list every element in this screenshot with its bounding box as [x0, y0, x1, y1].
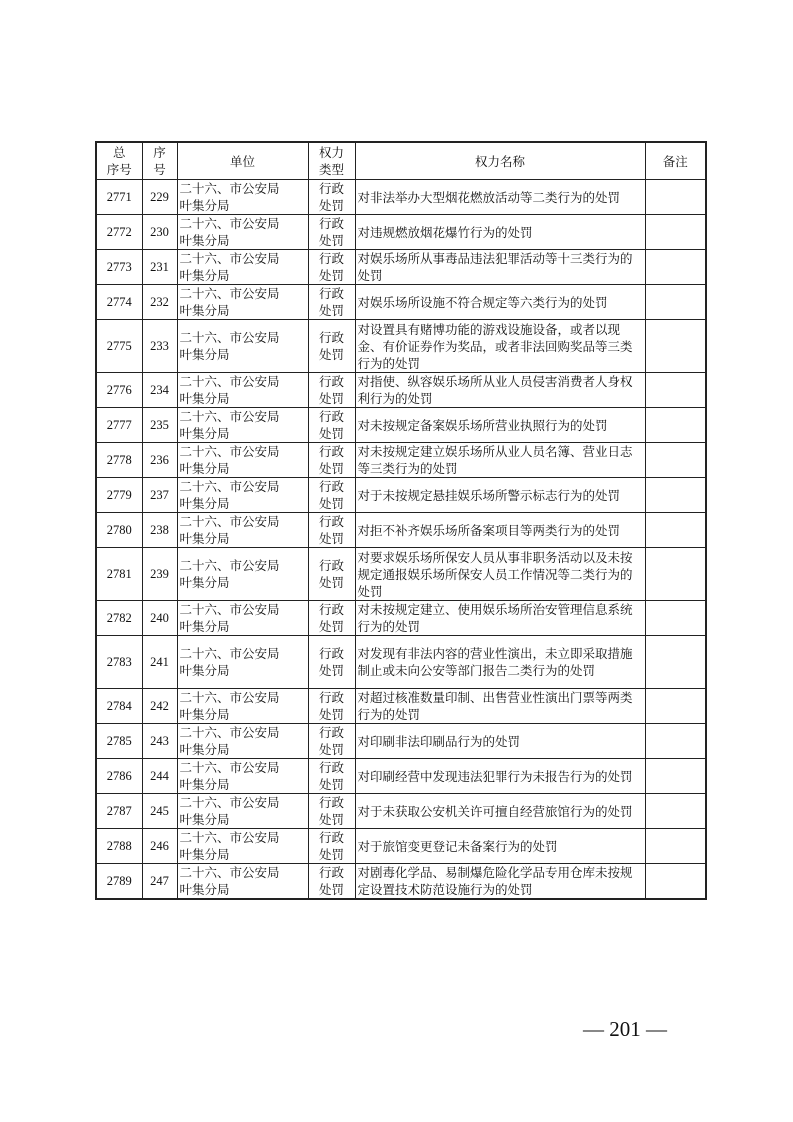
cell-power-type: 行政 处罚 [308, 829, 355, 864]
table-row [96, 320, 706, 373]
header-total-number: 总 序号 [96, 142, 142, 180]
cell-power-name: 对未按规定建立娱乐场所从业人员名簿、营业日志等三类行为的处罚 [355, 443, 645, 478]
cell-power-name: 对于旅馆变更登记未备案行为的处罚 [355, 829, 645, 864]
cell-power-type: 行政 处罚 [308, 285, 355, 320]
cell-total-number: 2789 [96, 864, 142, 900]
cell-sequence-number: 245 [142, 794, 177, 829]
cell-note [645, 373, 706, 408]
cell-power-name: 对娱乐场所设施不符合规定等六类行为的处罚 [355, 285, 645, 320]
cell-sequence-number: 247 [142, 864, 177, 900]
cell-power-name: 对非法举办大型烟花燃放活动等二类行为的处罚 [355, 180, 645, 215]
cell-power-name: 对设置具有赌博功能的游戏设施设备，或者以现金、有价证券作为奖品，或者非法回购奖品等三类行为的处罚 [355, 320, 645, 373]
cell-sequence-number: 233 [142, 320, 177, 373]
cell-power-type: 行政 处罚 [308, 478, 355, 513]
table-row [96, 601, 706, 636]
cell-note [645, 285, 706, 320]
cell-note [645, 250, 706, 285]
cell-total-number: 2778 [96, 443, 142, 478]
cell-sequence-number: 240 [142, 601, 177, 636]
cell-power-name: 对指使、纵容娱乐场所从业人员侵害消费者人身权利行为的处罚 [355, 373, 645, 408]
page-number: — 201 — [583, 1017, 667, 1041]
cell-power-type: 行政 处罚 [308, 636, 355, 689]
cell-total-number: 2782 [96, 601, 142, 636]
table-row [96, 180, 706, 215]
cell-unit: 二十六、市公安局 叶集分局 [177, 601, 308, 636]
cell-total-number: 2787 [96, 794, 142, 829]
cell-power-name: 对要求娱乐场所保安人员从事非职务活动以及未按规定通报娱乐场所保安人员工作情况等二类行为的处罚 [355, 548, 645, 601]
header-note: 备注 [645, 142, 706, 180]
cell-sequence-number: 230 [142, 215, 177, 250]
table-row [96, 759, 706, 794]
cell-unit: 二十六、市公安局 叶集分局 [177, 373, 308, 408]
cell-unit: 二十六、市公安局 叶集分局 [177, 548, 308, 601]
cell-power-type: 行政 处罚 [308, 724, 355, 759]
cell-total-number: 2781 [96, 548, 142, 601]
header-sequence-number: 序 号 [142, 142, 177, 180]
cell-unit: 二十六、市公安局 叶集分局 [177, 250, 308, 285]
cell-total-number: 2780 [96, 513, 142, 548]
cell-unit: 二十六、市公安局 叶集分局 [177, 759, 308, 794]
cell-note [645, 513, 706, 548]
table-row [96, 548, 706, 601]
cell-unit: 二十六、市公安局 叶集分局 [177, 320, 308, 373]
cell-power-name: 对剧毒化学品、易制爆危险化学品专用仓库未按规定设置技术防范设施行为的处罚 [355, 864, 645, 900]
table-row [96, 513, 706, 548]
cell-power-type: 行政 处罚 [308, 689, 355, 724]
cell-power-name: 对未按规定备案娱乐场所营业执照行为的处罚 [355, 408, 645, 443]
cell-unit: 二十六、市公安局 叶集分局 [177, 478, 308, 513]
cell-power-name: 对印刷经营中发现违法犯罪行为未报告行为的处罚 [355, 759, 645, 794]
cell-note [645, 636, 706, 689]
header-unit: 单位 [177, 142, 308, 180]
cell-power-type: 行政 处罚 [308, 408, 355, 443]
table-row [96, 689, 706, 724]
cell-sequence-number: 229 [142, 180, 177, 215]
cell-power-name: 对违规燃放烟花爆竹行为的处罚 [355, 215, 645, 250]
cell-sequence-number: 237 [142, 478, 177, 513]
table-row [96, 794, 706, 829]
table-row [96, 443, 706, 478]
header-power-type: 权力 类型 [308, 142, 355, 180]
table-row [96, 724, 706, 759]
cell-sequence-number: 244 [142, 759, 177, 794]
cell-note [645, 689, 706, 724]
cell-power-type: 行政 处罚 [308, 548, 355, 601]
cell-power-name: 对未按规定建立、使用娱乐场所治安管理信息系统行为的处罚 [355, 601, 645, 636]
table-row [96, 215, 706, 250]
cell-note [645, 829, 706, 864]
table-row [96, 285, 706, 320]
cell-sequence-number: 242 [142, 689, 177, 724]
cell-total-number: 2784 [96, 689, 142, 724]
cell-total-number: 2776 [96, 373, 142, 408]
cell-total-number: 2773 [96, 250, 142, 285]
cell-power-name: 对娱乐场所从事毒品违法犯罪活动等十三类行为的处罚 [355, 250, 645, 285]
cell-power-name: 对印刷非法印刷品行为的处罚 [355, 724, 645, 759]
cell-unit: 二十六、市公安局 叶集分局 [177, 636, 308, 689]
cell-sequence-number: 241 [142, 636, 177, 689]
cell-power-type: 行政 处罚 [308, 250, 355, 285]
cell-unit: 二十六、市公安局 叶集分局 [177, 443, 308, 478]
cell-sequence-number: 235 [142, 408, 177, 443]
cell-note [645, 548, 706, 601]
cell-sequence-number: 232 [142, 285, 177, 320]
cell-total-number: 2774 [96, 285, 142, 320]
cell-note [645, 478, 706, 513]
table-row [96, 864, 706, 900]
cell-unit: 二十六、市公安局 叶集分局 [177, 794, 308, 829]
cell-unit: 二十六、市公安局 叶集分局 [177, 215, 308, 250]
table-header-row [96, 142, 706, 180]
cell-unit: 二十六、市公安局 叶集分局 [177, 689, 308, 724]
cell-note [645, 408, 706, 443]
cell-power-type: 行政 处罚 [308, 759, 355, 794]
cell-sequence-number: 246 [142, 829, 177, 864]
table-row [96, 636, 706, 689]
cell-power-name: 对于未按规定悬挂娱乐场所警示标志行为的处罚 [355, 478, 645, 513]
cell-note [645, 215, 706, 250]
cell-total-number: 2785 [96, 724, 142, 759]
cell-total-number: 2772 [96, 215, 142, 250]
cell-sequence-number: 231 [142, 250, 177, 285]
cell-total-number: 2786 [96, 759, 142, 794]
cell-power-type: 行政 处罚 [308, 373, 355, 408]
cell-note [645, 320, 706, 373]
cell-power-type: 行政 处罚 [308, 513, 355, 548]
cell-power-type: 行政 处罚 [308, 320, 355, 373]
cell-note [645, 601, 706, 636]
cell-power-type: 行政 处罚 [308, 443, 355, 478]
table-body [96, 180, 706, 900]
cell-unit: 二十六、市公安局 叶集分局 [177, 408, 308, 443]
cell-sequence-number: 234 [142, 373, 177, 408]
header-power-name: 权力名称 [355, 142, 645, 180]
cell-note [645, 864, 706, 900]
cell-sequence-number: 238 [142, 513, 177, 548]
table-row [96, 373, 706, 408]
table-row [96, 408, 706, 443]
cell-total-number: 2771 [96, 180, 142, 215]
table-row [96, 250, 706, 285]
cell-power-name: 对超过核准数量印制、出售营业性演出门票等两类行为的处罚 [355, 689, 645, 724]
cell-note [645, 759, 706, 794]
cell-unit: 二十六、市公安局 叶集分局 [177, 724, 308, 759]
cell-unit: 二十六、市公安局 叶集分局 [177, 864, 308, 900]
cell-sequence-number: 239 [142, 548, 177, 601]
cell-note [645, 180, 706, 215]
cell-power-type: 行政 处罚 [308, 794, 355, 829]
cell-note [645, 724, 706, 759]
table-row [96, 478, 706, 513]
cell-sequence-number: 236 [142, 443, 177, 478]
cell-total-number: 2779 [96, 478, 142, 513]
cell-total-number: 2788 [96, 829, 142, 864]
cell-total-number: 2783 [96, 636, 142, 689]
power-list-table [95, 141, 707, 900]
cell-power-type: 行政 处罚 [308, 864, 355, 900]
table-row [96, 829, 706, 864]
cell-power-type: 行政 处罚 [308, 180, 355, 215]
cell-power-name: 对于未获取公安机关许可擅自经营旅馆行为的处罚 [355, 794, 645, 829]
cell-unit: 二十六、市公安局 叶集分局 [177, 285, 308, 320]
cell-note [645, 443, 706, 478]
cell-power-name: 对发现有非法内容的营业性演出，未立即采取措施制止或未向公安等部门报告二类行为的处罚 [355, 636, 645, 689]
cell-power-type: 行政 处罚 [308, 601, 355, 636]
cell-power-name: 对拒不补齐娱乐场所备案项目等两类行为的处罚 [355, 513, 645, 548]
cell-unit: 二十六、市公安局 叶集分局 [177, 180, 308, 215]
cell-unit: 二十六、市公安局 叶集分局 [177, 513, 308, 548]
cell-sequence-number: 243 [142, 724, 177, 759]
cell-total-number: 2775 [96, 320, 142, 373]
cell-total-number: 2777 [96, 408, 142, 443]
cell-power-type: 行政 处罚 [308, 215, 355, 250]
cell-note [645, 794, 706, 829]
cell-unit: 二十六、市公安局 叶集分局 [177, 829, 308, 864]
